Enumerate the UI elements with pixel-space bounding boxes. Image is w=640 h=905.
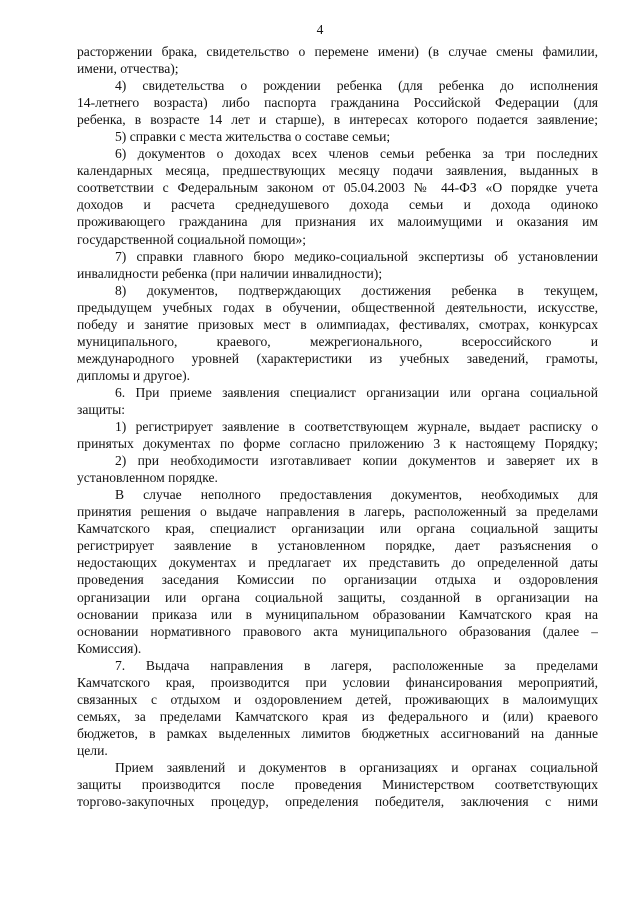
text-line: 1) регистрирует заявление в соответствующем журнале, выдает расписку о (115, 419, 598, 435)
text-line: расторжении брака, свидетельство о перемене имени) (в случае смены фамилии, (77, 44, 598, 59)
text-line: недостающих документах и предлагает их представить до определенной даты (77, 555, 598, 571)
text-line: защиты производится после проведения Министерством соответствующих (77, 777, 598, 793)
text-line: 2) при необходимости изготавливает копии документов и заверяет их в (115, 453, 598, 469)
text-line: основании нормативного правового акта муниципального образования (далее – (77, 623, 598, 639)
text-line: предыдущем учебных годах в обучении, общественной деятельности, искусстве, (77, 299, 598, 315)
text-line: проведения заседания Комиссии по организации отдыха и оздоровления (77, 572, 598, 588)
text-line: торгово-закупочных процедур, определения победителя, заключения с ними (77, 794, 598, 810)
text-line: международного уровней (характеристики из учебных заведений, грамоты, (77, 350, 598, 366)
text-line: установленном порядке. (77, 470, 218, 486)
text-line: победу и занятие призовых мест в олимпиадах, фестивалях, смотрах, конкурсах (77, 316, 598, 332)
text-line: дипломы и другое). (77, 367, 191, 383)
text-line: принятия решения о выдаче направления в лагерь, расположенный за пределами (77, 504, 598, 520)
text-line: соответствии с Федеральным законом от 05.04.2003 № 44-ФЗ «О порядке учета (77, 180, 598, 196)
text-line: основании приказа или в муниципальном образовании Камчатского края на (77, 606, 598, 622)
text-line: цели. (77, 742, 108, 758)
text-line: бюджетов, в рамках выделенных лимитов бюджетных ассигнований на данные (77, 725, 598, 741)
text-line: проживающего гражданина для признания их малоимущими и оказания им (77, 214, 598, 230)
text-line: государственной социальной помощи»; (77, 231, 307, 247)
text-line: 14-летнего возраста) либо паспорта гражданина Российской Федерации (для (77, 95, 598, 111)
text-line: 6) документов о доходах всех членов семьи ребенка за три последних (115, 146, 598, 162)
text-line: календарных месяца, предшествующих месяцу подачи заявления, выданных в (77, 163, 598, 179)
text-line: организации или органа социальной защиты, созданной в организации на (77, 589, 598, 605)
text-line: Комиссия). (77, 640, 142, 656)
page-number: 4 (316, 22, 324, 37)
text-line: регистрирует заявление в установленном порядке, дает разъяснения о (77, 538, 598, 554)
text-line: защиты: (77, 401, 125, 417)
text-line: 5) справки с места жительства о составе семьи; (115, 129, 391, 145)
text-line: 4) свидетельства о рождении ребенка (для ребенка до исполнения (115, 78, 598, 94)
text-line: Камчатского края, производится при условии финансирования мероприятий, (77, 674, 598, 690)
text-line: 7) справки главного бюро медико-социальной экспертизы об установлении (115, 248, 598, 264)
text-line: связанных с отдыхом и оздоровлением детей, проживающих в малоимущих (77, 691, 598, 707)
text-line: муниципального, краевого, межрегионального, всероссийского и (77, 333, 598, 349)
text-line: 6. При приеме заявления специалист организации или органа социальной (115, 384, 598, 400)
text-line: 7. Выдача направления в лагеря, расположенные за пределами (115, 657, 598, 673)
text-line: В случае неполного предоставления документов, необходимых для (115, 487, 598, 503)
text-line: 8) документов, подтверждающих достижения ребенка в текущем, (115, 282, 598, 298)
text-line: ребенка, в возрасте 14 лет и старше), в интересах которого подается заявление; (77, 112, 598, 128)
text-line: семьях, за пределами Камчатского края из федерального и (или) краевого (77, 708, 598, 724)
text-line: имени, отчества); (77, 61, 179, 77)
text-line: доходов и расчета среднедушевого дохода семьи и дохода одиноко (77, 197, 598, 213)
text-line: Прием заявлений и документов в организациях и органах социальной (115, 759, 598, 775)
text-line: принятых документах по форме согласно приложению 3 к настоящему Порядку; (77, 436, 598, 452)
document-body (77, 43, 598, 810)
text-line: инвалидности ребенка (при наличии инвалидности); (77, 265, 383, 281)
text-line: Камчатского края, специалист организации или органа социальной защиты (77, 521, 598, 537)
